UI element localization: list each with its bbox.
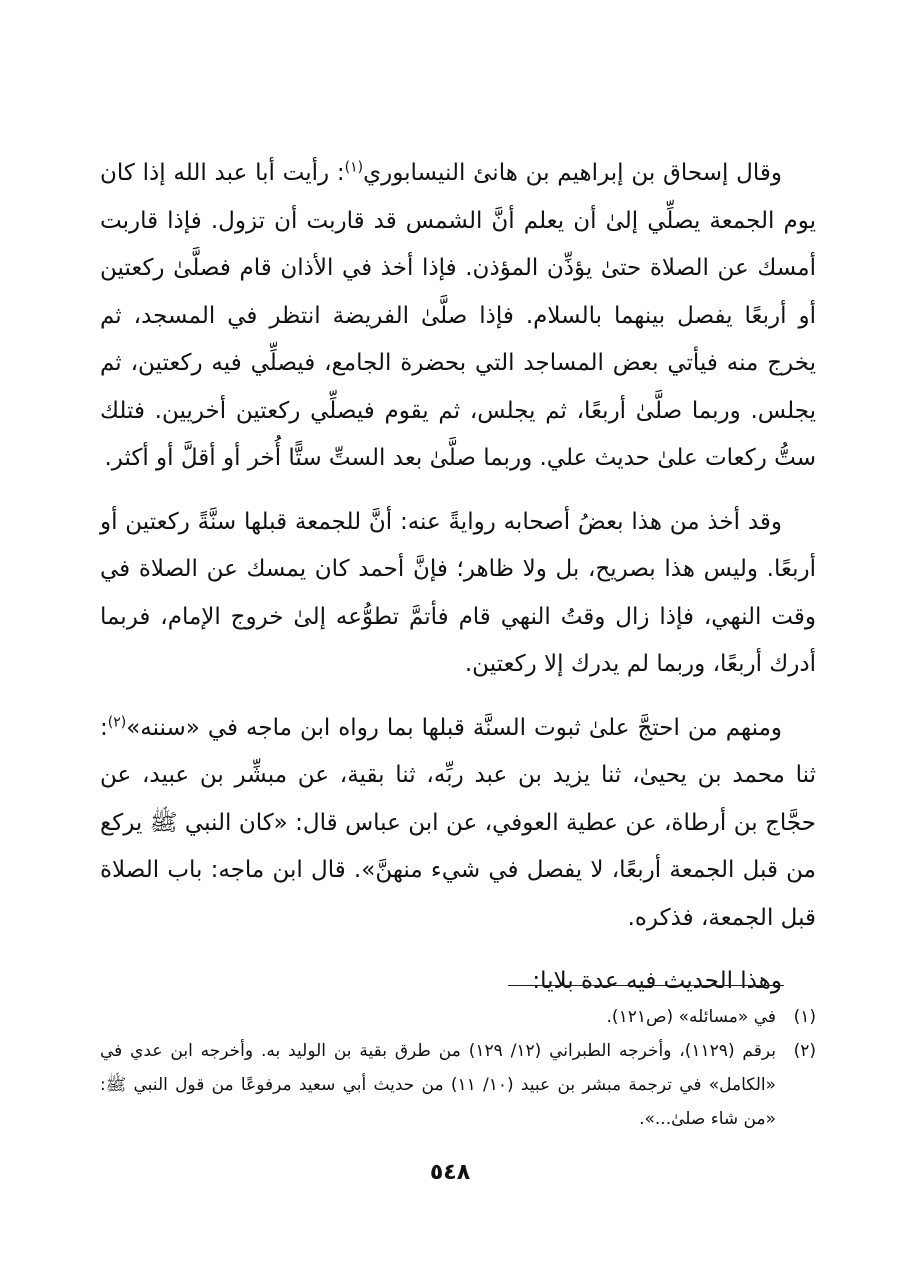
footnote-text: في «مسائله» (ص١٢١). xyxy=(606,1007,776,1027)
paragraph-4 xyxy=(100,958,816,1006)
page-body xyxy=(100,150,816,1022)
page-number: ٥٤٨ xyxy=(429,1160,471,1185)
footnote-separator xyxy=(508,985,784,986)
footnote-marker: (٢) xyxy=(107,713,127,730)
footnote-number: (١) xyxy=(793,1007,816,1027)
footnotes xyxy=(100,1000,816,1136)
paragraph-text: : ثنا محمد بن يحيىٰ، ثنا يزيد بن عبد ربِّه، ثنا بقية، عن مبشِّر بن عبيد، عن حجَّاج بن أرطاة، عن عطية العوفي، عن ابن عباس قال: «كان النبي ﷺ يركع من قبل الجمعة أربعًا، لا يفصل في شيء منهنَّ». قال ابن ماجه: باب الصلاة قبل الجمعة، فذكره. xyxy=(100,714,816,931)
footnote-text: برقم (١١٢٩)، وأخرجه الطبراني (١٢/ ١٢٩) من طرق بقية بن الوليد به. وأخرجه ابن عدي في «الكامل» في ترجمة مبشر بن عبيد (١٠/ ١١) من حديث أبي سعيد مرفوعًا من قول النبي ﷺ: «من شاء صلىٰ...». xyxy=(100,1041,776,1129)
paragraph-text: ومنهم من احتجَّ علىٰ ثبوت السنَّة قبلها بما رواه ابن ماجه في «سننه» xyxy=(126,714,782,741)
paragraph-1 xyxy=(100,150,816,483)
paragraph-text: وهذا الحديث فيه عدة بلايا: xyxy=(532,968,782,994)
paragraph-2 xyxy=(100,499,816,689)
paragraph-text: وقد أخذ من هذا بعضُ أصحابه روايةً عنه: أنَّ للجمعة قبلها سنَّةً ركعتين أو أربعًا. وليس هذا بصريح، بل ولا ظاهر؛ فإنَّ أحمد كان يمسك عن الصلاة في وقت النهي، فإذا زال وقتُ النهي قام فأتمَّ تطوُّعه إلىٰ خروج الإمام، فربما أدرك أربعًا، وربما لم يدرك إلا ركعتين. xyxy=(100,508,816,677)
footnote-2 xyxy=(100,1034,816,1136)
paragraph-text: وقال إسحاق بن إبراهيم بن هانئ النيسابوري xyxy=(363,160,782,186)
footnote-marker: (١) xyxy=(344,159,364,176)
paragraph-text: : رأيت أبا عبد الله إذا كان يوم الجمعة يصلِّي إلىٰ أن يعلم أنَّ الشمس قد قاربت أن تزول. فإذا قاربت أمسك عن الصلاة حتىٰ يؤذِّن المؤذن. فإذا أخذ في الأذان قام فصلَّىٰ ركعتين أو أربعًا يفصل بينهما بالسلام. فإذا صلَّىٰ الفريضة انتظر في المسجد، ثم يخرج منه فيأتي بعض المساجد التي بحضرة الجامع، فيصلِّي فيه ركعتين، ثم يجلس. وربما صلَّىٰ أربعًا، ثم يجلس، ثم يقوم فيصلِّي ركعتين أخريين. فتلك ستُّ ركعات علىٰ حديث علي. وربما صلَّىٰ بعد الستِّ ستًّا أُخر أو أقلَّ أو أكثر. xyxy=(100,160,816,471)
paragraph-3 xyxy=(100,705,816,943)
footnote-number: (٢) xyxy=(793,1041,816,1061)
footnote-1 xyxy=(100,1000,816,1034)
